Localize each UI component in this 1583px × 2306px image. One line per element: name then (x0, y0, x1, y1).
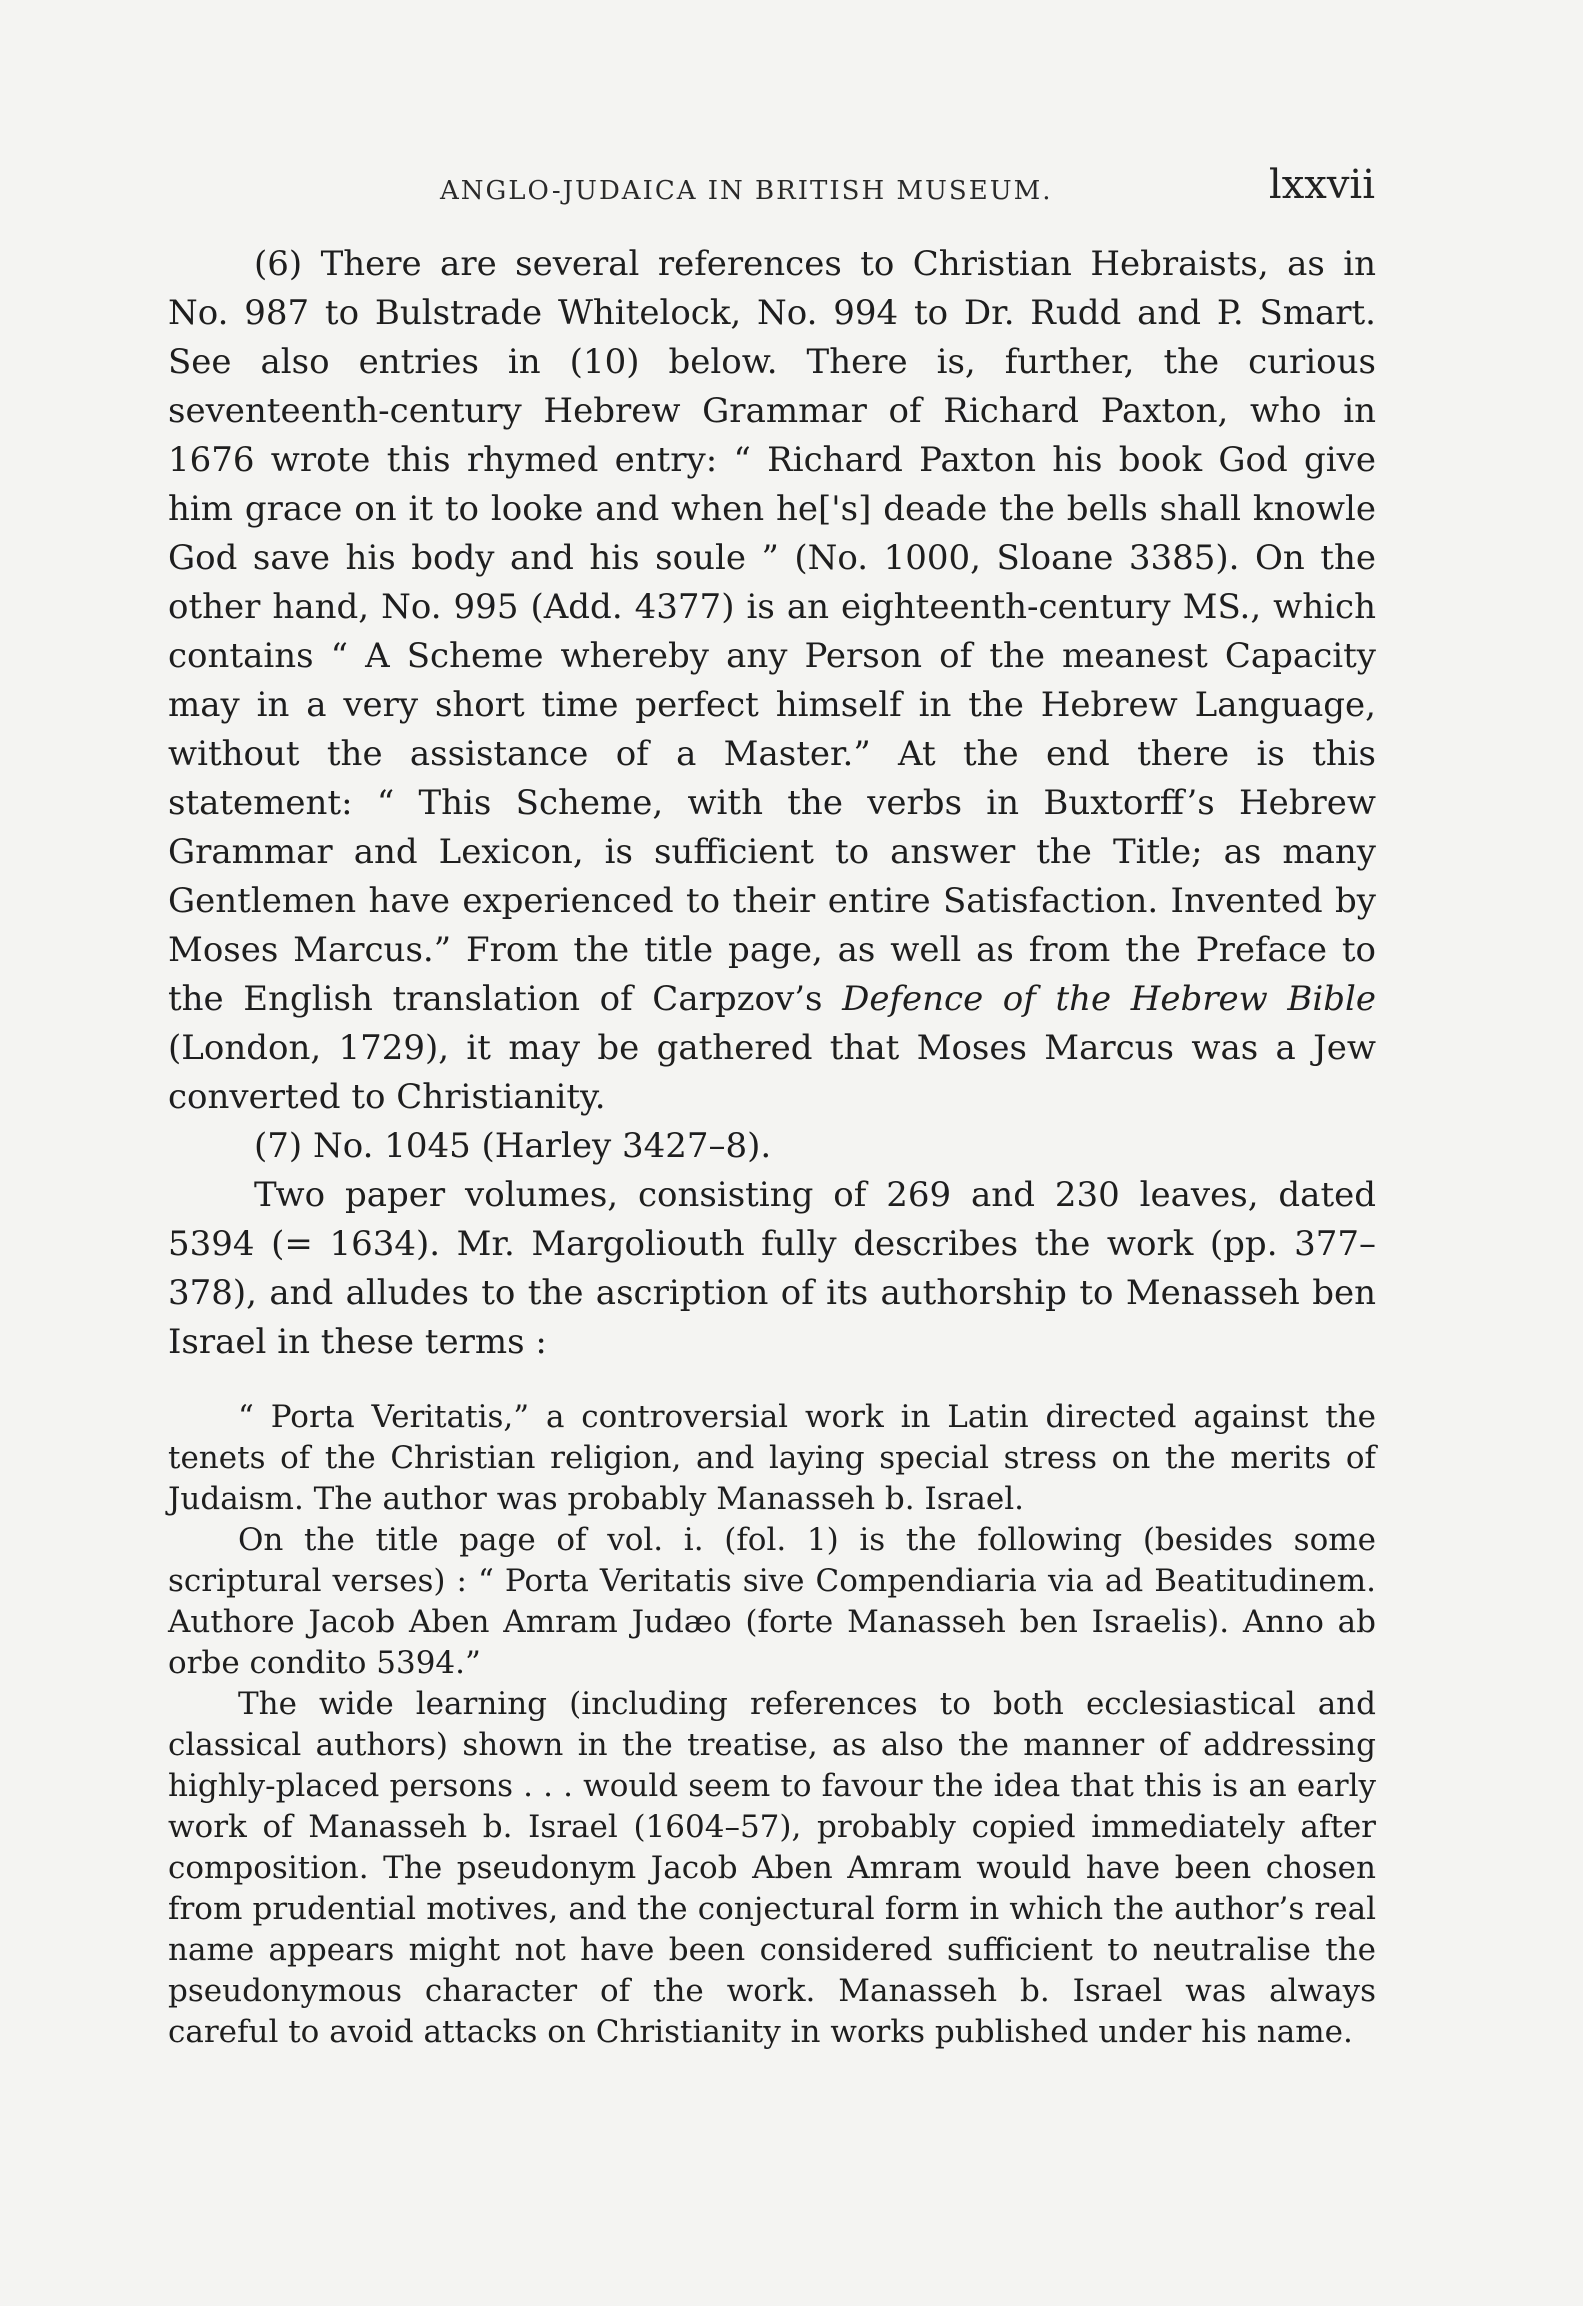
quote-paragraph-2: On the title page of vol. i. (fol. 1) is the following (besides some scriptural verses) : “ Porta Veritatis sive Compendiaria via ad Beatitudinem. Authore Jacob Aben Amram Judæo (forte Manasseh ben Israelis). Anno ab orbe condito 5394.” (168, 1522, 1376, 1681)
quote-paragraph-3: The wide learning (including references to both ecclesiastical and classical authors) shown in the treatise, as also the manner of addressing highly-placed persons . . . would seem to favour the idea that this is an early work of Manasseh b. Israel (1604–57), probably copied immediately after composition. The pseudonym Jacob Aben Amram would have been chosen from prudential motives, and the conjectural form in which the author’s real name appears might not have been considered sufficient to neutralise the pseudonymous character of the work. Manasseh b. Israel was always careful to avoid attacks on Christianity in works published under his name. (168, 1686, 1376, 2050)
page-header (170, 162, 1375, 210)
section-7-heading: (7) No. 1045 (Harley 3427–8). (254, 1126, 772, 1166)
running-title: ANGLO-JUDAICA IN BRITISH MUSEUM. (440, 176, 1053, 206)
paragraph-7: Two paper volumes, consisting of 269 and 230 leaves, dated 5394 (= 1634). Mr. Margoliouth fully describes the work (pp. 377–378), and alludes to the ascription of its authorship to Menasseh ben Israel in these terms : (168, 1175, 1376, 1362)
page-number: lxxvii (1268, 162, 1375, 208)
quote-paragraph-1: “ Porta Veritatis,” a controversial work in Latin directed against the tenets of the Christian religion, and laying special stress on the merits of Judaism. The author was probably Manasseh b. Israel. (168, 1399, 1376, 1517)
paragraph-6-tail: (London, 1729), it may be gathered that Moses Marcus was a Jew converted to Christianity. (168, 1028, 1376, 1117)
book-title-italic: Defence of the Hebrew Bible (842, 979, 1376, 1019)
quotation-block (168, 1397, 1376, 2053)
paragraph-6-text: (6) There are several references to Christian Hebraists, as in No. 987 to Bulstrade Whitelock, No. 994 to Dr. Rudd and P. Smart. See also entries in (10) below. There is, further, the curious seventeenth-century Hebrew Grammar of Richard Paxton, who in 1676 wrote this rhymed entry: “ Richard Paxton his book God give him grace on it to looke and when he['s] deade the bells shall knowle God save his body and his soule ” (No. 1000, Sloane 3385). On the other hand, No. 995 (Add. 4377) is an eighteenth-century MS., which contains “ A Scheme whereby any Person of the meanest Capacity may in a very short time perfect himself in the Hebrew Language, without the assistance of a Master.” At the end there is this statement: “ This Scheme, with the verbs in Buxtorff’s Hebrew Grammar and Lexicon, is sufficient to answer the Title; as many Gentlemen have experienced to their entire Satisfaction. Invented by Moses Marcus.” From the title page, as well as from the Preface to the English translation of Carpzov’s (168, 244, 1376, 1019)
body-text (168, 240, 1376, 2053)
paragraph-6 (168, 240, 1376, 1122)
